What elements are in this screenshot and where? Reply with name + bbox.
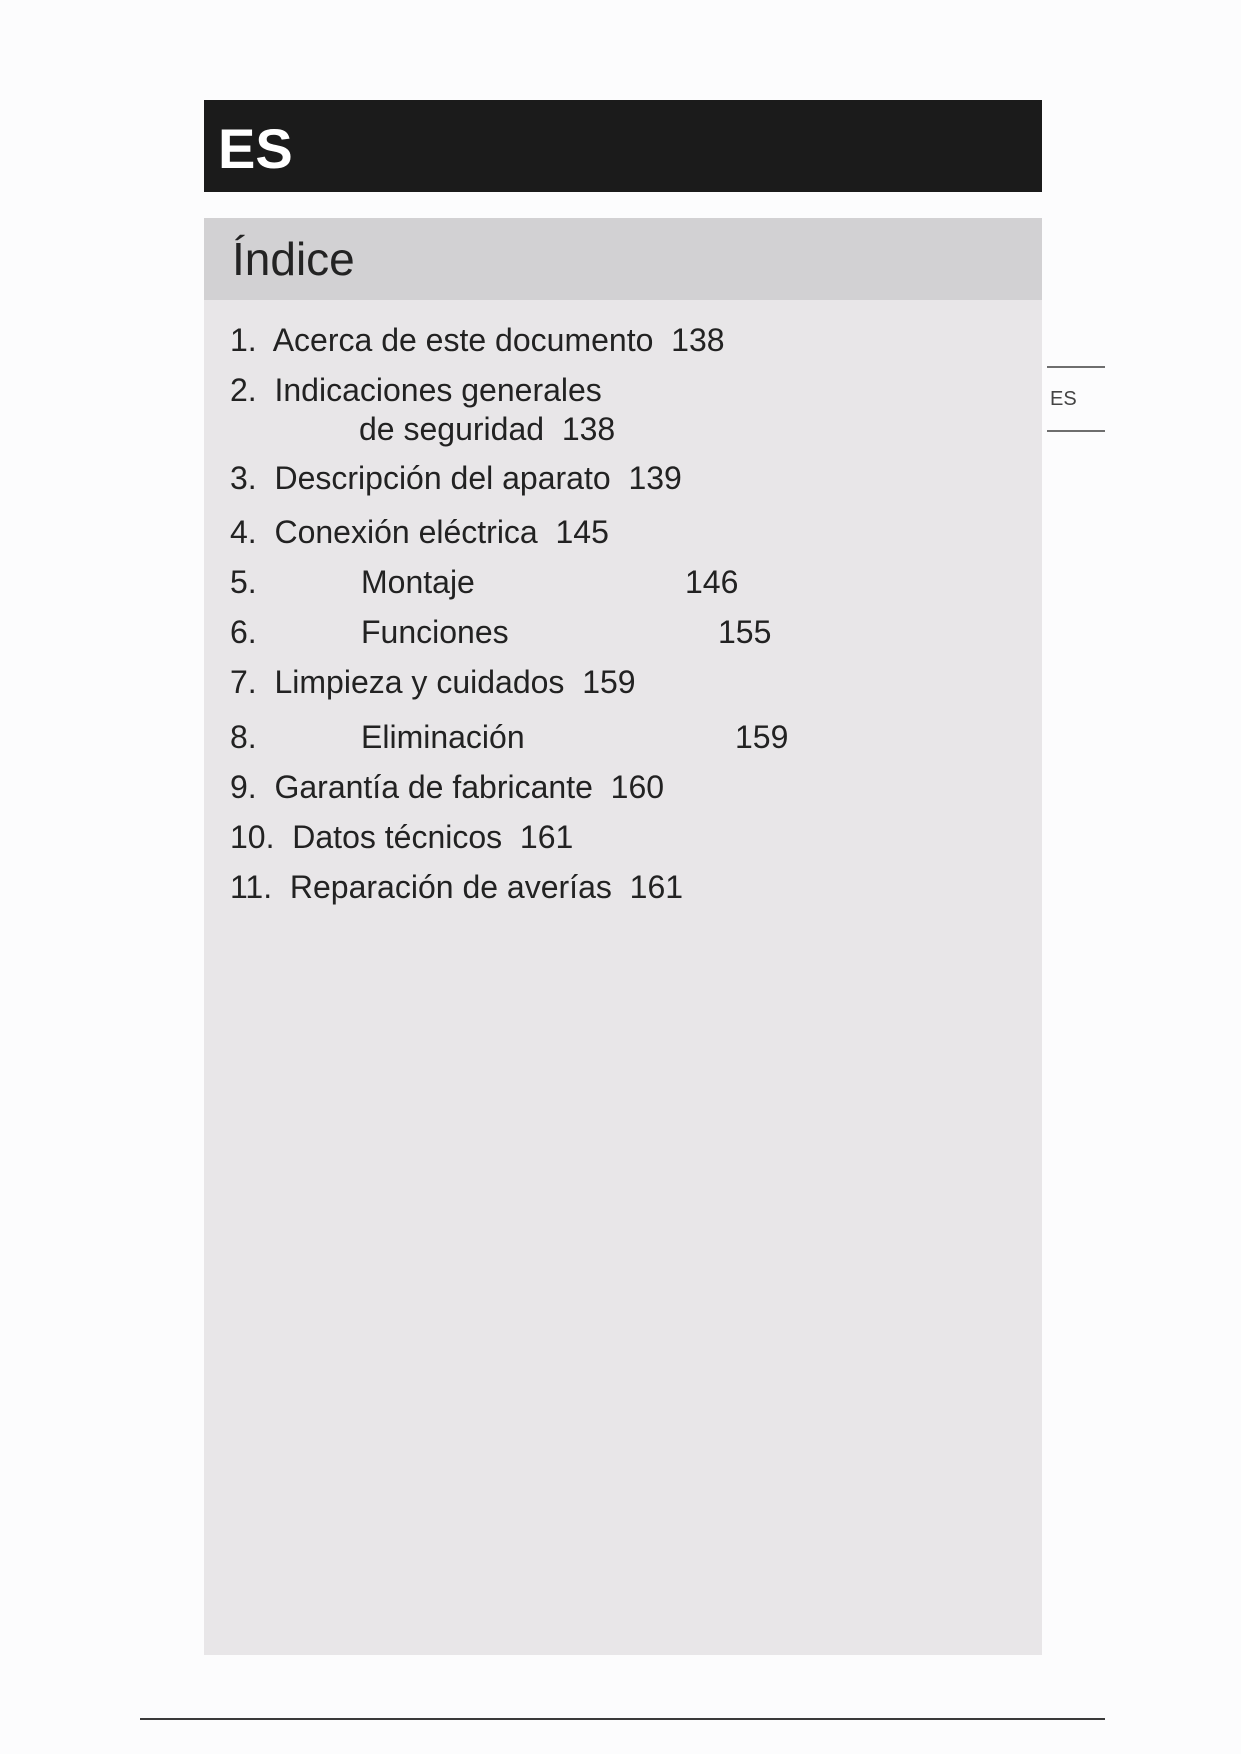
toc-entry-page: 146 bbox=[685, 564, 739, 600]
toc-entry-2-continuation[interactable] bbox=[359, 411, 615, 448]
toc-title: Índice bbox=[232, 233, 355, 285]
side-tab-bottom-rule bbox=[1047, 430, 1105, 432]
toc-entry-9[interactable] bbox=[230, 769, 664, 806]
toc-entry-page: 155 bbox=[718, 614, 772, 650]
toc-entry-2[interactable] bbox=[230, 372, 602, 409]
side-tab-top-rule bbox=[1047, 366, 1105, 368]
toc-entry-title: Funciones bbox=[361, 614, 509, 650]
toc-entry-number: 6. bbox=[230, 614, 257, 650]
toc-entry-title: Acerca de este documento bbox=[272, 322, 654, 358]
toc-entry-number: 5. bbox=[230, 564, 257, 600]
toc-entry-page: 161 bbox=[629, 869, 684, 905]
toc-entry-title: Eliminación bbox=[361, 719, 525, 755]
toc-entry-page: 138 bbox=[561, 411, 616, 447]
language-header-bar bbox=[204, 100, 1042, 192]
toc-entry-title: Datos técnicos bbox=[292, 819, 503, 855]
toc-entry-title: Reparación de averías bbox=[289, 869, 612, 905]
toc-entry-3[interactable] bbox=[230, 460, 682, 497]
toc-entry-page: 159 bbox=[735, 719, 789, 755]
toc-entry-title: Montaje bbox=[361, 564, 475, 600]
toc-entry-4[interactable] bbox=[230, 514, 609, 551]
toc-entry-number: 10. bbox=[230, 819, 275, 855]
toc-entry-title: Conexión eléctrica bbox=[274, 514, 538, 550]
toc-entry-title: Limpieza y cuidados bbox=[274, 664, 565, 700]
toc-entry-page: 160 bbox=[610, 769, 665, 805]
footer-rule bbox=[140, 1718, 1105, 1720]
toc-entry-number: 1. bbox=[230, 322, 257, 358]
language-code: ES bbox=[218, 117, 293, 180]
toc-entry-1[interactable] bbox=[230, 322, 725, 359]
toc-entry-number: 9. bbox=[230, 769, 257, 805]
toc-panel bbox=[204, 218, 1042, 1655]
toc-entry-title: Garantía de fabricante bbox=[274, 769, 593, 805]
toc-entry-7[interactable] bbox=[230, 664, 636, 701]
toc-entry-page: 145 bbox=[555, 514, 609, 550]
toc-entry-page: 138 bbox=[671, 322, 725, 358]
toc-entry-number: 11. bbox=[230, 869, 273, 905]
toc-entry-11[interactable] bbox=[230, 869, 683, 906]
toc-entry-number: 7. bbox=[230, 664, 257, 700]
toc-entry-title-line2: de seguridad bbox=[359, 411, 545, 447]
toc-entry-number: 4. bbox=[230, 514, 257, 550]
toc-entry-page: 139 bbox=[628, 460, 682, 496]
toc-entry-title: Descripción del aparato bbox=[274, 460, 611, 496]
toc-entry-number: 8. bbox=[230, 719, 257, 755]
toc-entry-number: 2. bbox=[230, 372, 257, 408]
toc-entry-page: 161 bbox=[519, 819, 574, 855]
toc-entry-title: Indicaciones generales bbox=[274, 372, 602, 408]
toc-entry-page: 159 bbox=[582, 664, 636, 700]
toc-entry-10[interactable] bbox=[230, 819, 573, 856]
toc-title-bar bbox=[204, 218, 1042, 300]
side-tab-label: ES bbox=[1050, 388, 1077, 410]
toc-entry-number: 3. bbox=[230, 460, 257, 496]
